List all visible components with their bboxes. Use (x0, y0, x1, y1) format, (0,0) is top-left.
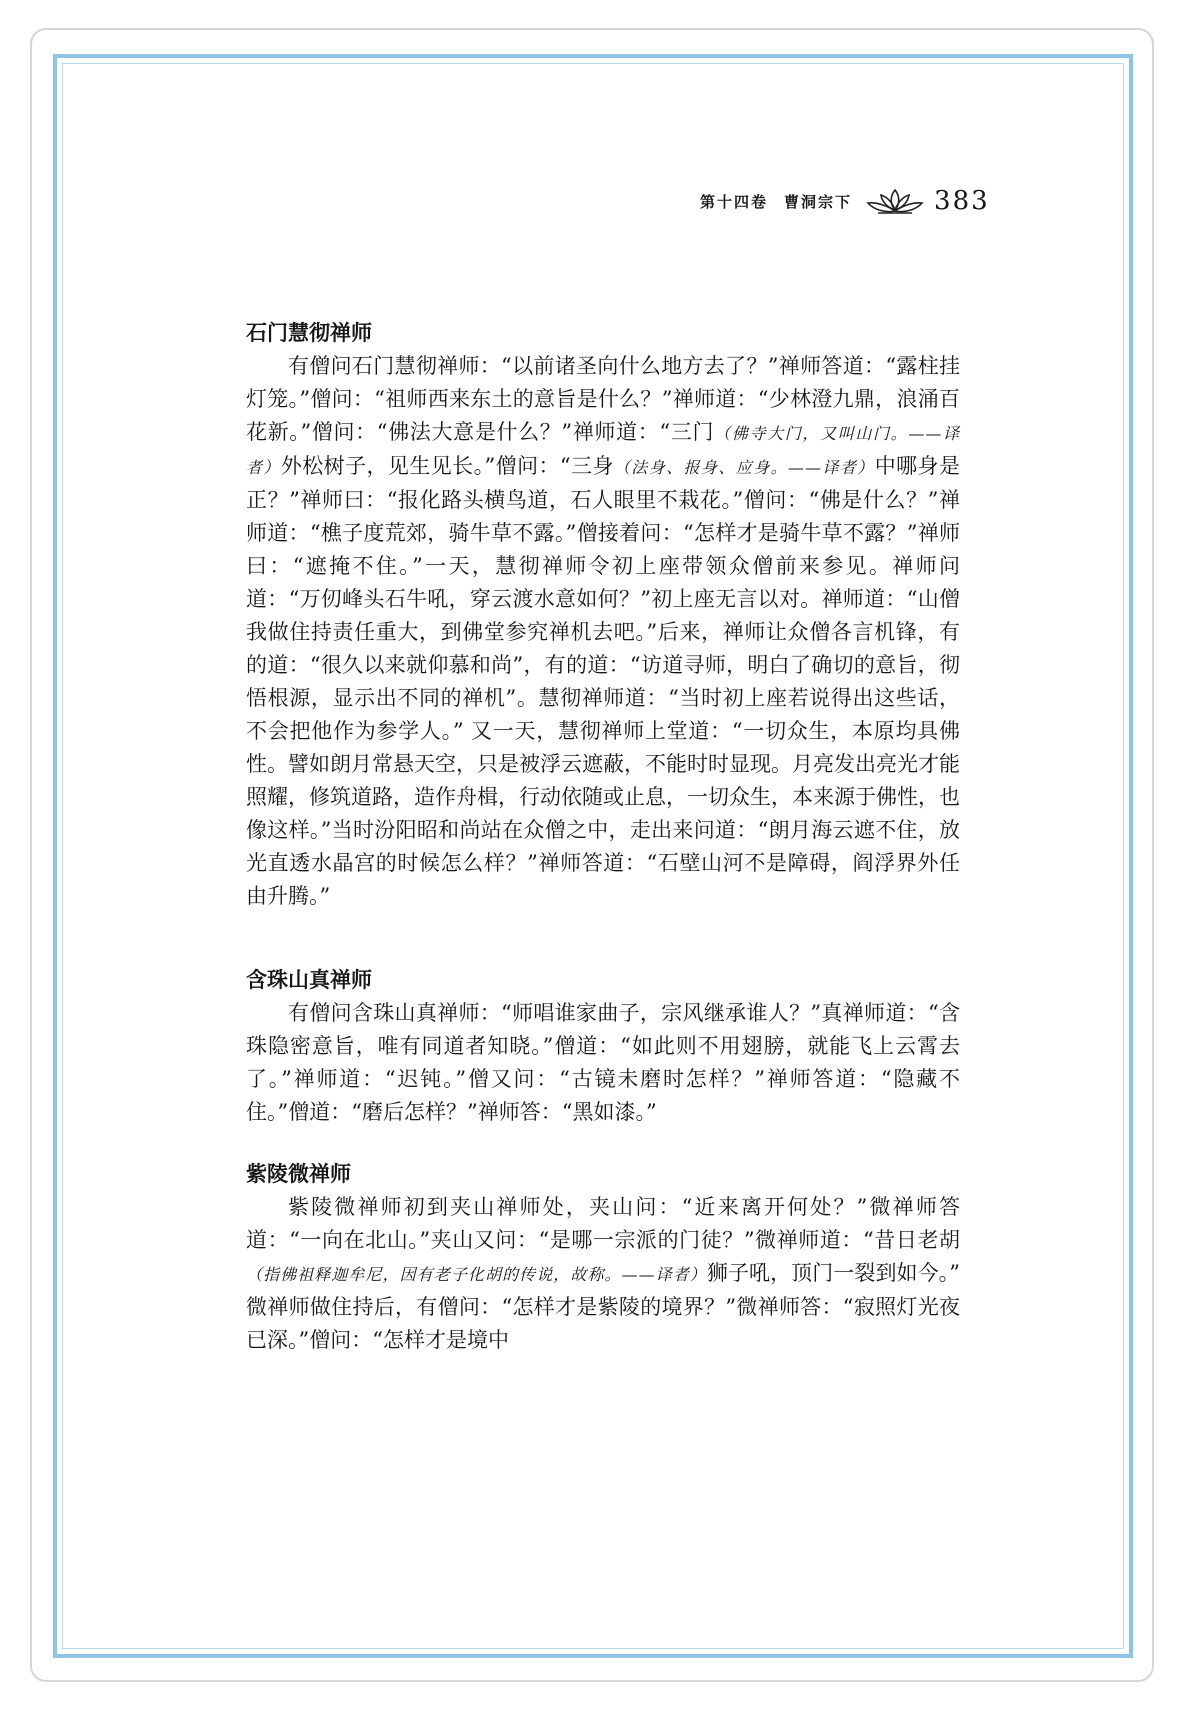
section-title: 紫陵微禅师 (246, 1162, 351, 1186)
page-content (246, 318, 960, 1387)
paragraph-text: 有僧问含珠山真禅师：“师唱谁家曲子，宗风继承谁人？”真禅师道：“含珠隐密意旨，唯有同道者知晓。”僧道：“如此则不用翅膀，就能飞上云霄去了。”禅师道：“迟钝。”僧又问：“古镜未磨时怎样？”禅师答道：“隐藏不住。”僧道：“磨后怎样？”禅师答：“黑如漆。” (246, 1001, 960, 1124)
section-paragraph (246, 997, 960, 1129)
paragraph-text: 外松树子，见生见长。”僧问：“三身 (280, 454, 614, 478)
translator-note: （指佛祖释迦牟尼，因有老子化胡的传说，故称。——译者） (246, 1265, 707, 1284)
volume-label: 第十四卷 (700, 192, 769, 211)
paragraph-text: 狮子吼，顶门一裂到如今。” 微禅师做住持后，有僧问：“怎样才是紫陵的境界？”微禅师答：“寂照灯光夜已深。”僧问：“怎样才是境中 (246, 1261, 960, 1352)
paragraph-text: 有僧问石门慧彻禅师：“以前诸圣向什么地方去了？”禅师答道：“露柱挂灯笼。”僧问：“祖师西来东土的意旨是什么？”禅师道：“少林澄九鼎，浪涌百花新。”僧问：“佛法大意是什么？”禅师道：“三门 (246, 354, 960, 444)
lotus-ornament-icon (864, 186, 926, 216)
page-number: 383 (934, 186, 990, 216)
running-header (700, 186, 990, 216)
chapter-label: 曹洞宗下 (784, 192, 853, 211)
translator-note: （法身、报身、应身。——译者） (613, 458, 875, 477)
section-ziling-wei (246, 1159, 960, 1357)
section-paragraph (246, 350, 960, 913)
translator-note: （佛寺大门，又叫山门。——译者） (246, 424, 960, 477)
section-shimen-huiche (246, 318, 960, 913)
section-paragraph (246, 1191, 960, 1357)
section-title: 含珠山真禅师 (246, 968, 372, 992)
section-title: 石门慧彻禅师 (246, 321, 372, 345)
paragraph-text: 中哪身是正？”禅师曰：“报化路头横鸟道，石人眼里不栽花。”僧问：“佛是什么？”禅师道：“樵子度荒郊，骑牛草不露。”僧接着问：“怎样才是骑牛草不露？”禅师曰：“遮掩不住。”一天，慧彻禅师令初上座带领众僧前来参见。禅师问道：“万仞峰头石牛吼，穿云渡水意如何？”初上座无言以对。禅师道：“山僧我做住持责任重大，到佛堂参究禅机去吧。”后来，禅师让众僧各言机锋，有的道：“很久以来就仰慕和尚”，有的道：“访道寻师，明白了确切的意旨，彻悟根源，显示出不同的禅机”。慧彻禅师道：“当时初上座若说得出这些话，不会把他作为参学人。” 又一天，慧彻禅师上堂道：“一切众生，本原均具佛性。譬如朗月常悬天空，只是被浮云遮蔽，不能时时显现。月亮发出亮光才能照耀，修筑道路，造作舟楫，行动依随或止息，一切众生，本来源于佛性，也像这样。”当时汾阳昭和尚站在众僧之中，走出来问道：“朗月海云遮不住，放光直透水晶宫的时候怎么样？”禅师答道：“石壁山河不是障碍，阎浮界外任由升腾。” (246, 454, 960, 908)
paragraph-text: 紫陵微禅师初到夹山禅师处，夹山问：“近来离开何处？”微禅师答道：“一向在北山。”夹山又问：“是哪一宗派的门徒？”微禅师道：“昔日老胡 (246, 1195, 960, 1252)
section-hanzhushan-zhen (246, 965, 960, 1129)
